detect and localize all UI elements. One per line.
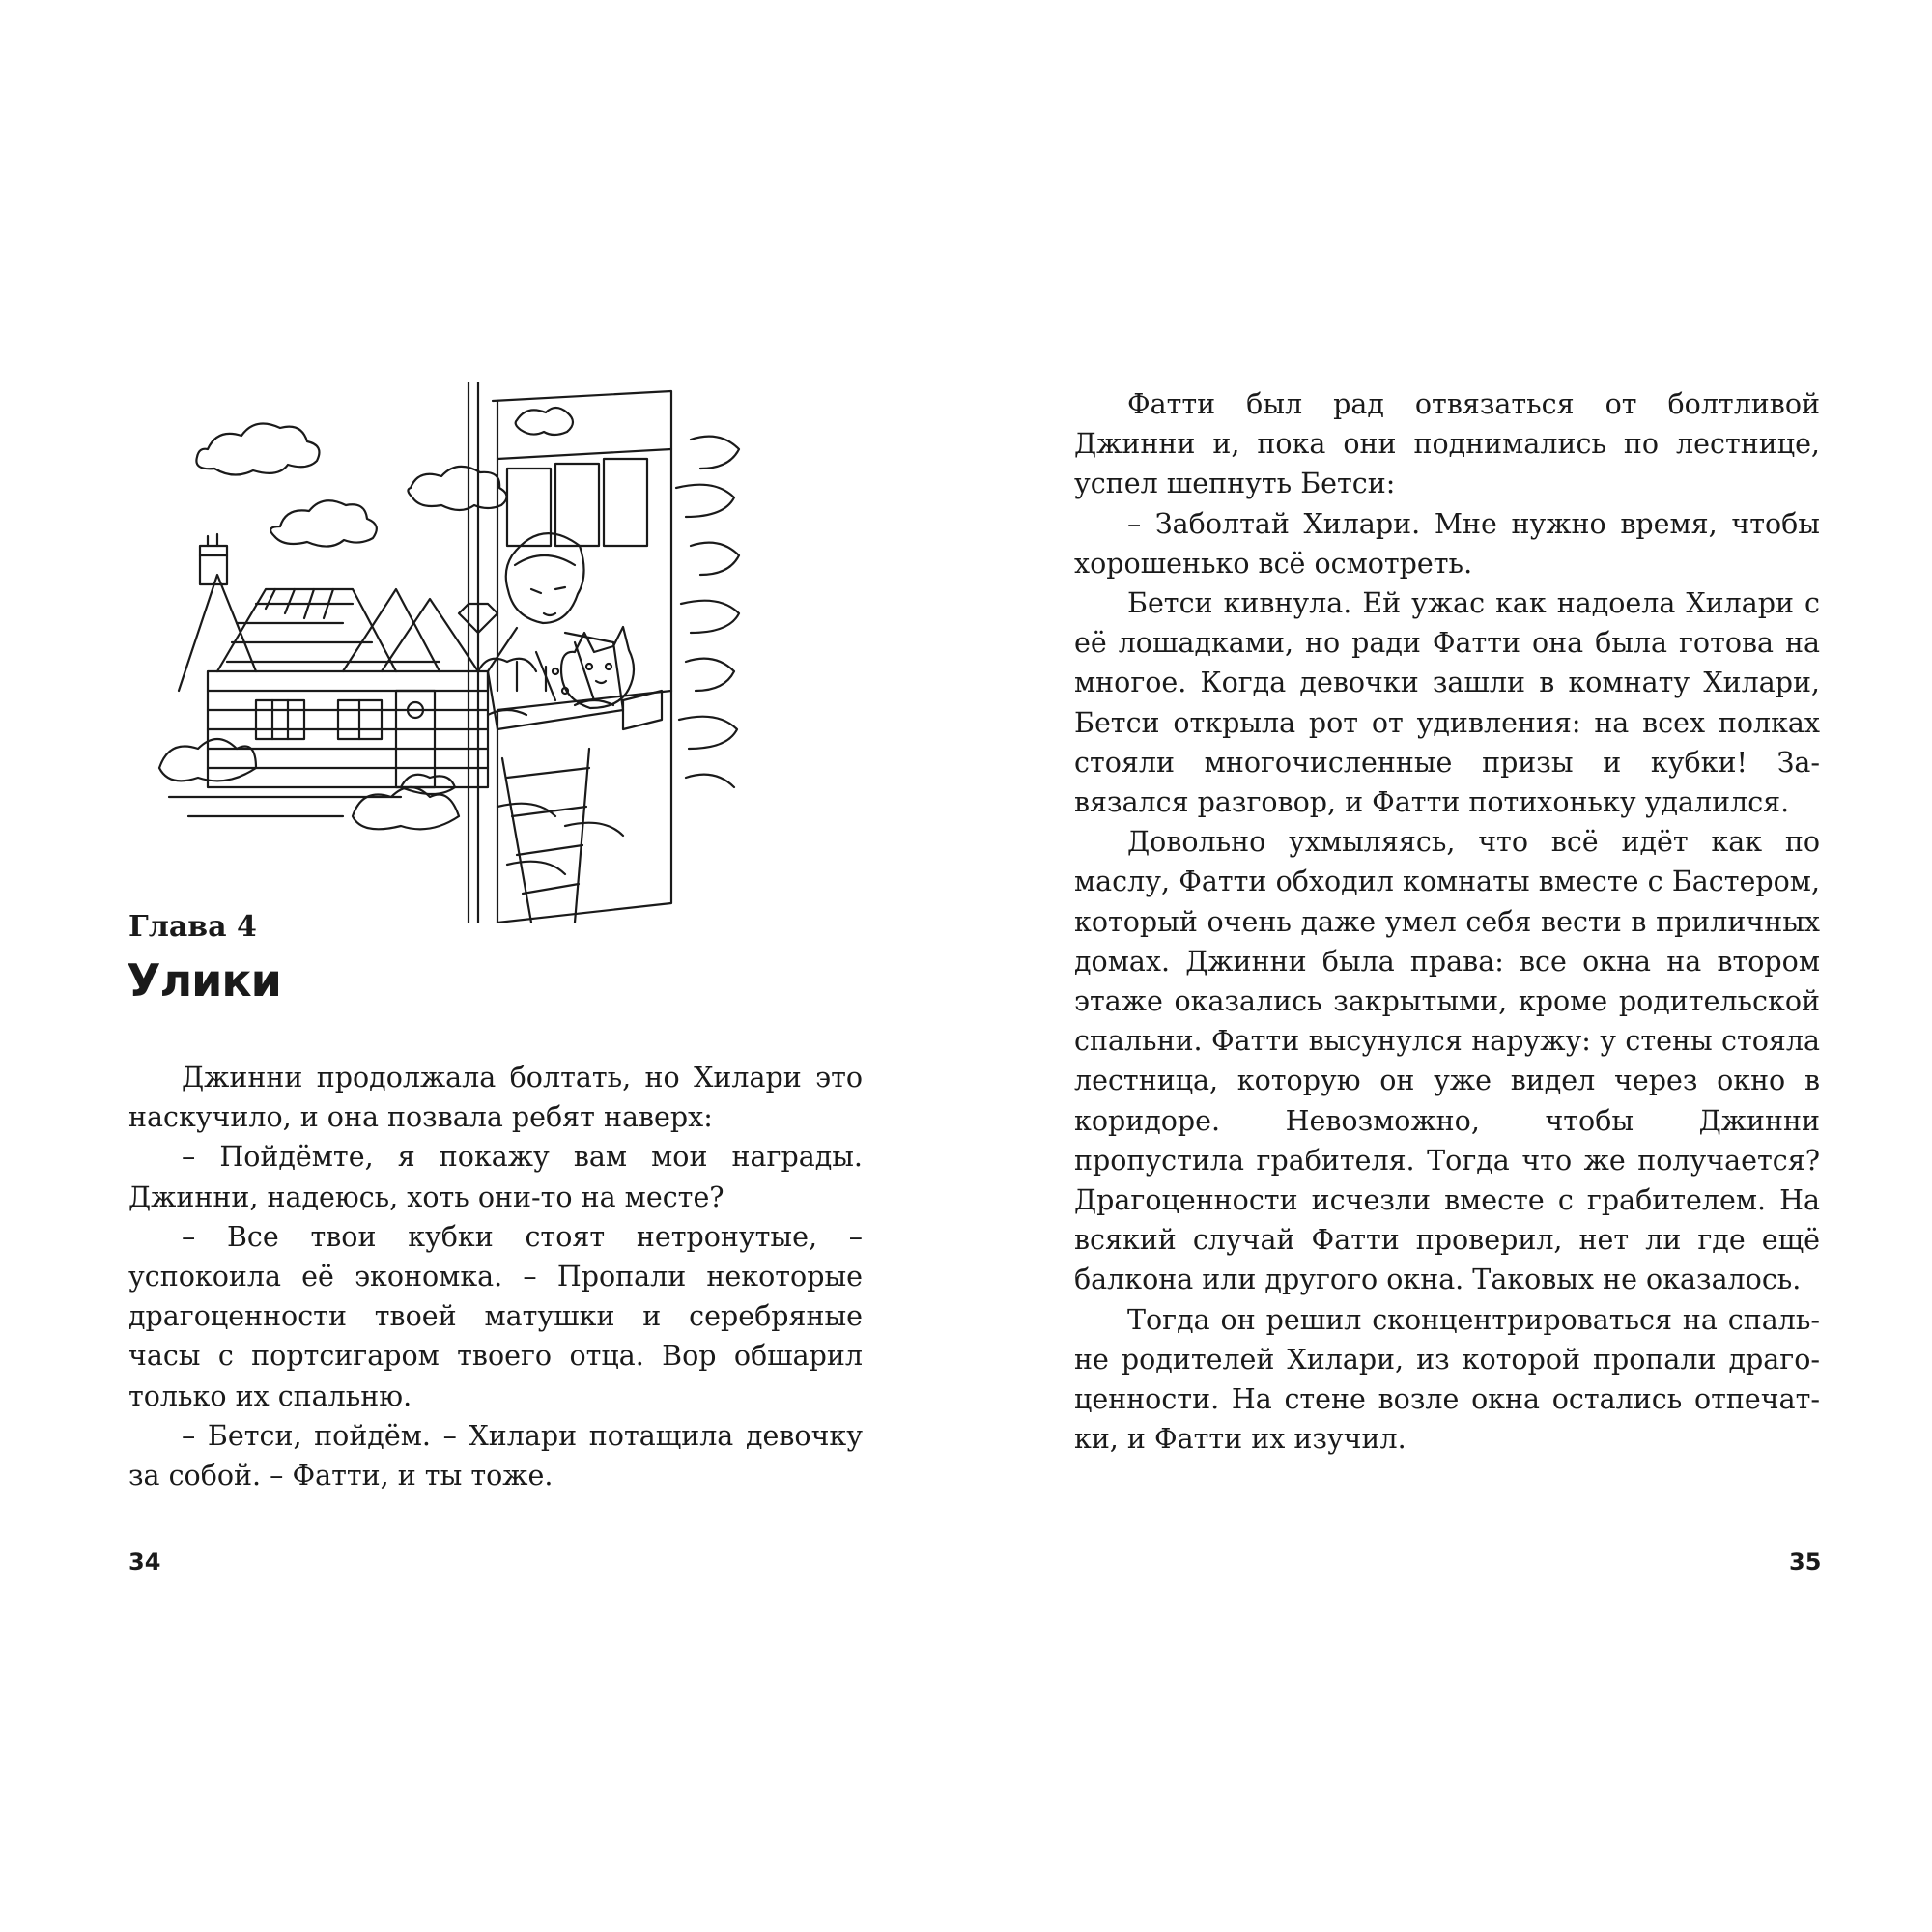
chapter-number: Глава 4 <box>128 910 257 944</box>
paragraph: Тогда он решил сконцентрироваться на спальне родителей Хилари, из которой пропали драгоценности. На стене возле окна остались отпечатки, и Фатти их изучил. <box>1074 1303 1820 1456</box>
paragraph: Джинни продолжала болтать, но Хилари это наскучило, и она позвала ребят наверх: <box>128 1062 863 1134</box>
house-door <box>396 691 435 787</box>
page-number-right: 35 <box>1789 1548 1822 1576</box>
house-roof <box>179 575 478 691</box>
chapter-title: Улики <box>127 954 281 1007</box>
paragraph: – Заболтай Хилари. Мне нужно время, чтобы хорошенько всё осмотреть. <box>1074 507 1820 580</box>
paragraph: – Бетси, пойдём. – Хилари потащила девочку за собой. – Фатти, и ты тоже. <box>128 1419 863 1492</box>
foreground-bushes <box>159 739 459 829</box>
ladder <box>502 749 589 923</box>
paragraph: – Пойдёмте, я покажу вам мои награды. Джинни, надеюсь, хоть они-то на месте? <box>128 1141 863 1213</box>
background-trees <box>459 604 546 691</box>
paragraph: Фатти был рад отвязаться от болтливой Джинни и, пока они поднимались по лестнице, успел шепнуть Бетси: <box>1074 388 1820 500</box>
window-pane-2 <box>555 464 599 546</box>
right-page-body <box>1074 384 1820 1459</box>
window-pane-3 <box>604 459 647 546</box>
stone-wall <box>497 437 739 874</box>
cloud-shape-3 <box>408 467 506 510</box>
page-number-left: 34 <box>128 1548 161 1576</box>
cloud-shape-1 <box>196 424 319 475</box>
house-body <box>208 671 488 787</box>
house-window-1 <box>256 700 304 739</box>
paragraph: Довольно ухмыляясь, что всё идёт как по маслу, Фатти обходил комнаты вместе с Бастером, который очень даже умел себя вести в приличных домах. Джинни была права: все окна на втором этаже оказались закрытыми, кроме родительской спальни. Фатти высунулся наружу: у стены стояла лестница, которую он уже видел через окно в коридоре. Невозможно, чтобы Джинни пропустила грабителя. Тогда что же получается? Драгоценности исчезли вместе с грабителем. На всякий случай Фатти проверил, нет ли где ещё балкона или другого окна. Таковых не оказалось. <box>1074 826 1820 1296</box>
left-page-body <box>128 1058 863 1495</box>
paragraph: – Все твои кубки стоят нетронутые, – успокоила её экономка. – Пропали некоторые драгоценности твоей матушки и серебряные часы с портсигаром твоего отца. Вор обшарил только их спальню. <box>128 1220 863 1412</box>
cloud-shape-4 <box>516 408 573 435</box>
chimney <box>200 546 227 584</box>
paragraph: Бетси кивнула. Ей ужас как надоела Хилари с её лошадками, но ради Фатти она была готова на многое. Когда девочки зашли в комнату Хилари, Бетси открыла рот от удивления: на всех полках стояли многочисленные призы и кубки! Завязался разговор, и Фатти потихоньку удалился. <box>1074 587 1820 819</box>
chapter-illustration <box>150 382 874 923</box>
cloud-shape-2 <box>270 500 377 546</box>
boy-figure <box>488 533 623 729</box>
